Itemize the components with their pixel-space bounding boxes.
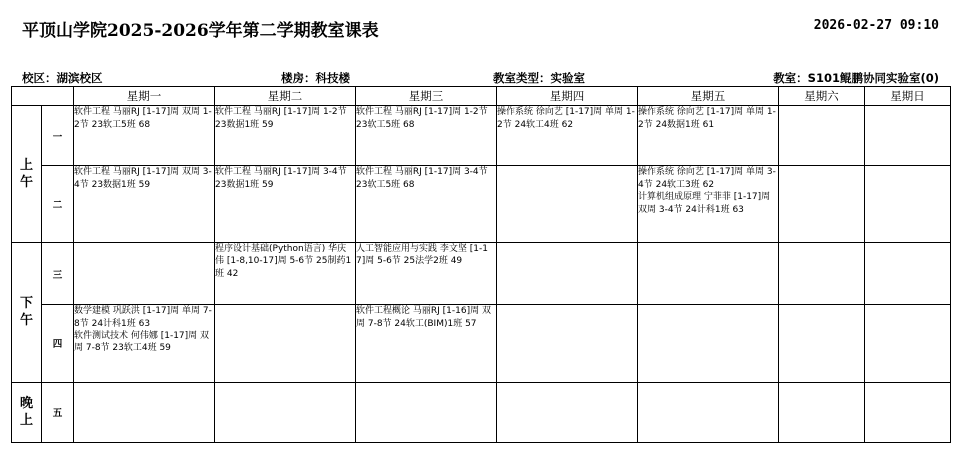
cell-s1-fri [638, 106, 779, 166]
room-info: 教室：S101鲲鹏协同实验室(0) [773, 71, 939, 85]
cell-s2-tue [215, 166, 356, 242]
cell-s4-sat [779, 305, 865, 382]
section-label-3: 三 [42, 242, 74, 304]
room-type-info: 教室类型：实验室 [493, 71, 585, 85]
print-timestamp: 2026-02-27 09:10 [813, 18, 939, 33]
course-entry: 软件工程 马丽RJ [1-17]周 1-2节 23数据1班 59 [215, 107, 347, 130]
course-entry: 软件测试技术 何伟娜 [1-17]周 双周 7-8节 23软工4班 59 [74, 331, 210, 354]
course-entry: 操作系统 徐向艺 [1-17]周 单周 1-2节 24数据1班 61 [638, 107, 776, 130]
period-evening-char-1: 晚 [19, 396, 33, 412]
campus-info: 校区：湖滨校区 [22, 71, 103, 85]
period-afternoon-char-2: 午 [19, 313, 33, 329]
cell-s5-thu [497, 382, 638, 442]
course-entry: 软件工程 马丽RJ [1-17]周 3-4节 23数据1班 59 [215, 167, 347, 190]
section-row-2 [12, 166, 951, 242]
cell-s2-wed [356, 166, 497, 242]
period-morning [12, 106, 42, 243]
cell-s4-tue [215, 305, 356, 382]
course-entry: 软件工程概论 马丽RJ [1-16]周 双周 7-8节 24软工(BIM)1班 57 [356, 306, 491, 329]
cell-s5-fri [638, 382, 779, 442]
cell-s2-thu [497, 166, 638, 242]
course-entry: 软件工程 马丽RJ [1-17]周 3-4节 23软工5班 68 [356, 167, 488, 190]
course-entry: 软件工程 马丽RJ [1-17]周 双周 1-2节 23软工5班 68 [74, 107, 212, 130]
building-info: 楼房：科技楼 [281, 71, 350, 85]
cell-s2-mon [74, 166, 215, 242]
timetable [11, 86, 951, 443]
day-header-thu: 星期四 [497, 87, 638, 106]
period-afternoon [12, 242, 42, 382]
section-label-1: 一 [42, 106, 74, 166]
cell-s5-tue [215, 382, 356, 442]
day-header-sun: 星期日 [865, 87, 951, 106]
cell-s3-mon [74, 242, 215, 304]
cell-s3-sun [865, 242, 951, 304]
cell-s1-sun [865, 106, 951, 166]
period-evening-char-2: 上 [19, 413, 33, 429]
cell-s4-wed [356, 305, 497, 382]
section-row-1 [12, 106, 951, 166]
day-header-sat: 星期六 [779, 87, 865, 106]
day-header-tue: 星期二 [215, 87, 356, 106]
day-header-mon: 星期一 [74, 87, 215, 106]
course-entry: 软件工程 马丽RJ [1-17]周 1-2节 23软工5班 68 [356, 107, 488, 130]
cell-s3-sat [779, 242, 865, 304]
day-header-row [12, 87, 951, 106]
course-entry: 操作系统 徐向艺 [1-17]周 单周 3-4节 24软工3班 62 [638, 167, 776, 190]
period-evening [12, 382, 42, 442]
cell-s2-sat [779, 166, 865, 242]
cell-s5-mon [74, 382, 215, 442]
cell-s5-sun [865, 382, 951, 442]
course-entry: 软件工程 马丽RJ [1-17]周 双周 3-4节 23数据1班 59 [74, 167, 212, 190]
cell-s1-wed [356, 106, 497, 166]
cell-s5-sat [779, 382, 865, 442]
section-label-2: 二 [42, 166, 74, 242]
cell-s3-wed [356, 242, 497, 304]
cell-s4-fri [638, 305, 779, 382]
section-label-4: 四 [42, 305, 74, 382]
cell-s3-tue [215, 242, 356, 304]
page-title: 平顶山学院2025-2026学年第二学期教室课表 [22, 21, 379, 41]
cell-s3-fri [638, 242, 779, 304]
period-morning-char-2: 午 [19, 174, 33, 190]
cell-s4-thu [497, 305, 638, 382]
cell-s3-thu [497, 242, 638, 304]
course-entry: 计算机组成原理 宁菲菲 [1-17]周 双周 3-4节 24计科1班 63 [638, 192, 771, 215]
cell-s5-wed [356, 382, 497, 442]
section-row-4 [12, 305, 951, 382]
period-afternoon-char-1: 下 [19, 296, 33, 312]
section-label-5: 五 [42, 382, 74, 442]
cell-s4-mon [74, 305, 215, 382]
day-header-wed: 星期三 [356, 87, 497, 106]
course-entry: 程序设计基础(Python语言) 华庆伟 [1-8,10-17]周 5-6节 25制药1班 42 [215, 243, 352, 279]
section-row-5 [12, 382, 951, 442]
corner-cell [12, 87, 74, 106]
cell-s2-sun [865, 166, 951, 242]
course-entry: 数学建模 巩跃洪 [1-17]周 单周 7-8节 24计科1班 63 [74, 306, 212, 329]
course-entry: 人工智能应用与实践 李文坚 [1-17]周 5-6节 25法学2班 49 [356, 243, 488, 267]
cell-s1-mon [74, 106, 215, 166]
cell-s4-sun [865, 305, 951, 382]
section-row-3 [12, 242, 951, 304]
cell-s1-thu [497, 106, 638, 166]
day-header-fri: 星期五 [638, 87, 779, 106]
course-entry: 操作系统 徐向艺 [1-17]周 单周 1-2节 24软工4班 62 [497, 107, 635, 130]
cell-s2-fri [638, 166, 779, 242]
period-morning-char-1: 上 [19, 157, 33, 173]
cell-s1-tue [215, 106, 356, 166]
cell-s1-sat [779, 106, 865, 166]
